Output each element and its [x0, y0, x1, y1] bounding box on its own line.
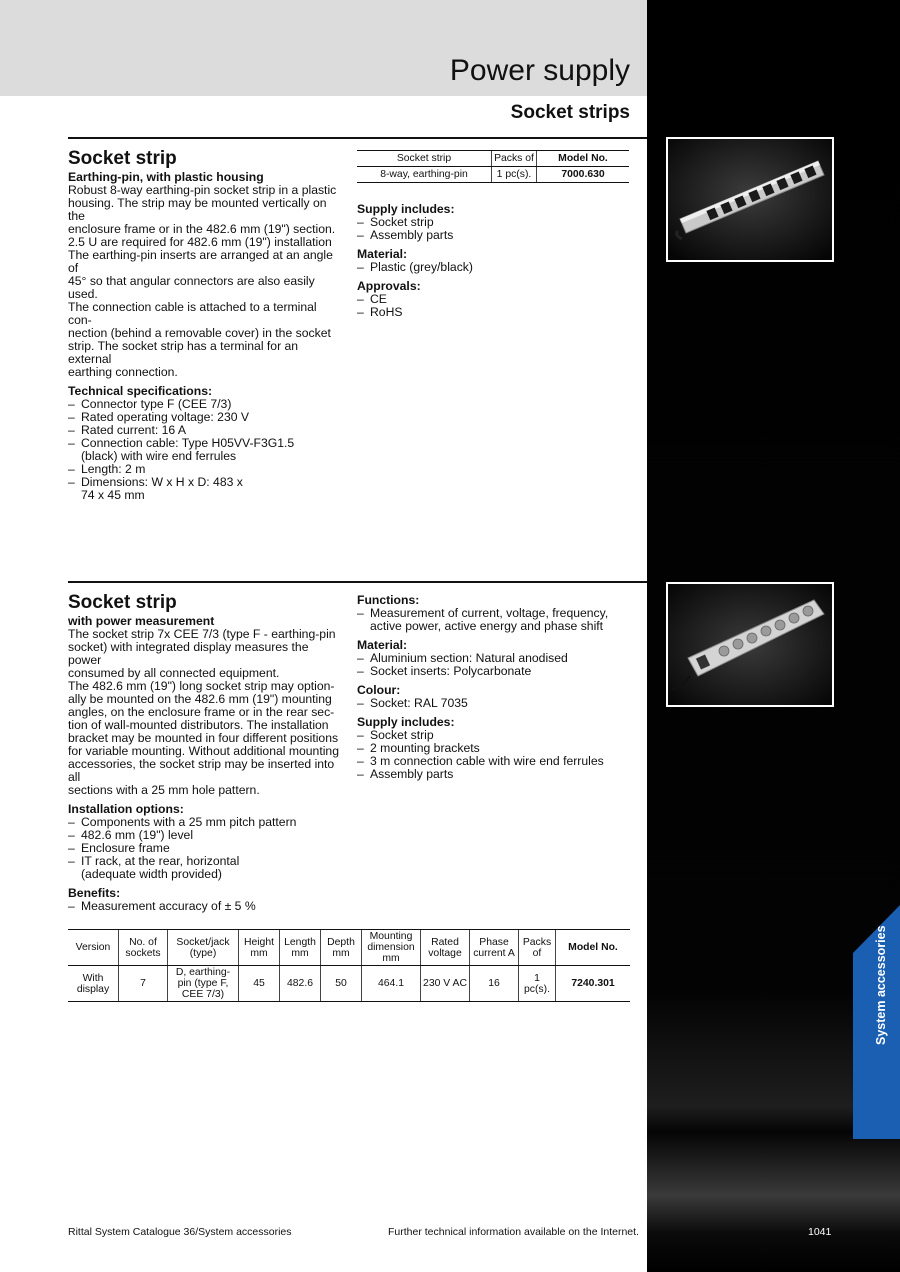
table-cell: D, earthing-pin (type F, CEE 7/3) [168, 966, 239, 1002]
body-line: angles, on the enclosure frame or in the rear sec- [68, 705, 335, 719]
side-tab-label[interactable]: System accessories [874, 925, 888, 1045]
body-line: The connection cable is attached to a terminal con- [68, 300, 317, 327]
table-header: Packs of [492, 151, 537, 167]
list-item: – Rated current: 16 A [68, 424, 340, 437]
body-line: enclosure frame or in the 482.6 mm (19") section. [68, 222, 336, 236]
table-cell: 1 pc(s). [519, 966, 556, 1002]
list-item: – 3 m connection cable with wire end ferrules [357, 755, 632, 768]
table-cell: With display [68, 966, 119, 1002]
table-header: Rated voltage [421, 930, 470, 966]
material-heading: Material: [357, 638, 408, 652]
power-strip-image [668, 584, 832, 705]
section-divider [68, 137, 647, 139]
list-item: – Assembly parts [357, 229, 632, 242]
table-header: No. of sockets [119, 930, 168, 966]
body-line: ally be mounted on the 482.6 mm (19") mounting [68, 692, 332, 706]
section1-product-table [357, 150, 629, 183]
table-cell: 16 [470, 966, 519, 1002]
section2-product-table [68, 929, 630, 1002]
table-header: Version [68, 930, 119, 966]
page-number: 1041 [808, 1226, 832, 1238]
body-line: The earthing-pin inserts are arranged at an angle of [68, 248, 333, 275]
section1-body [68, 184, 340, 379]
material-heading: Material: [357, 247, 408, 261]
footer-info: Further technical information available on the Internet. [388, 1226, 639, 1238]
supply-heading: Supply includes: [357, 715, 455, 729]
table-cell: 230 V AC [421, 966, 470, 1002]
section1-right-column [357, 150, 632, 319]
list-item: – Rated operating voltage: 230 V [68, 411, 340, 424]
list-item: – Connection cable: Type H05VV-F3G1.5 (black) with wire end ferrules [68, 437, 326, 463]
functions-list [357, 607, 632, 633]
product-photo-socket-strip [666, 137, 834, 262]
material-list [357, 652, 632, 678]
body-line: The 482.6 mm (19") long socket strip may option- [68, 679, 335, 693]
body-line: consumed by all connected equipment. [68, 666, 280, 680]
table-header: Depth mm [321, 930, 362, 966]
list-item: – Aluminium section: Natural anodised [357, 652, 632, 665]
body-line: tion of wall-mounted distributors. The installation [68, 718, 329, 732]
benefits-heading: Benefits: [68, 886, 121, 900]
colour-list [357, 697, 632, 710]
table-header: Model No. [537, 151, 630, 167]
tech-spec-list [68, 398, 340, 502]
body-line: bracket may be mounted in four different positions [68, 731, 339, 745]
list-item: – Socket strip [357, 729, 632, 742]
functions-heading: Functions: [357, 593, 420, 607]
table-header: Socket/jack (type) [168, 930, 239, 966]
section2-body [68, 628, 340, 797]
section1-subtitle: Earthing-pin, with plastic housing [68, 170, 264, 184]
socket-strip-image [668, 139, 832, 260]
section2-subtitle: with power measurement [68, 614, 215, 628]
body-line: sections with a 25 mm hole pattern. [68, 783, 260, 797]
list-item: – Plastic (grey/black) [357, 261, 632, 274]
list-item: – Socket: RAL 7035 [357, 697, 632, 710]
installation-list [68, 816, 340, 881]
model-number: 7000.630 [537, 167, 630, 183]
section-divider [68, 581, 647, 583]
table-header: Mounting dimension mm [362, 930, 421, 966]
list-item: – Assembly parts [357, 768, 632, 781]
material-list [357, 261, 632, 274]
list-item: – 482.6 mm (19") level [68, 829, 340, 842]
tech-spec-heading: Technical specifications: [68, 384, 213, 398]
list-item: – Socket inserts: Polycarbonate [357, 665, 632, 678]
body-line: 45° so that angular connectors are also easily used. [68, 274, 315, 301]
table-cell: 50 [321, 966, 362, 1002]
list-item: – Dimensions: W x H x D: 483 x 74 x 45 mm [68, 476, 256, 502]
model-number: 7240.301 [556, 966, 631, 1002]
table-header: Phase current A [470, 930, 519, 966]
colour-heading: Colour: [357, 683, 401, 697]
list-item: – 2 mounting brackets [357, 742, 632, 755]
supply-list [357, 216, 632, 242]
section2-right-column [357, 594, 632, 781]
body-line: earthing connection. [68, 365, 178, 379]
list-item: – Measurement accuracy of ± 5 % [68, 900, 340, 913]
list-item: – Connector type F (CEE 7/3) [68, 398, 340, 411]
section1-title: Socket strip [68, 148, 177, 169]
body-line: nection (behind a removable cover) in the socket [68, 326, 331, 340]
benefits-list [68, 900, 340, 913]
list-item: – Length: 2 m [68, 463, 340, 476]
list-item: – RoHS [357, 306, 632, 319]
approvals-heading: Approvals: [357, 279, 421, 293]
section2-title: Socket strip [68, 592, 177, 613]
table-header: Height mm [239, 930, 280, 966]
supply-heading: Supply includes: [357, 202, 455, 216]
table-cell: 45 [239, 966, 280, 1002]
body-line: socket) with integrated display measures the power [68, 640, 309, 667]
table-header: Socket strip [357, 151, 492, 167]
list-item: – IT rack, at the rear, horizontal (adequate width provided) [68, 855, 256, 881]
table-header: Model No. [556, 930, 631, 966]
section2-left-column [68, 592, 340, 913]
approvals-list [357, 293, 632, 319]
section1-left-column [68, 148, 340, 502]
table-cell: 8-way, earthing-pin [357, 167, 492, 183]
table-header: Packs of [519, 930, 556, 966]
list-item: – Components with a 25 mm pitch pattern [68, 816, 340, 829]
table-cell: 1 pc(s). [492, 167, 537, 183]
list-item: – CE [357, 293, 632, 306]
table-cell: 464.1 [362, 966, 421, 1002]
page-title: Power supply [449, 54, 630, 87]
body-line: 2.5 U are required for 482.6 mm (19") installation [68, 235, 332, 249]
body-line: Robust 8-way earthing-pin socket strip in a plastic [68, 183, 337, 197]
table-cell: 7 [119, 966, 168, 1002]
table-header: Length mm [280, 930, 321, 966]
supply-list [357, 729, 632, 781]
body-line: for variable mounting. Without additional mounting [68, 744, 339, 758]
installation-heading: Installation options: [68, 802, 184, 816]
body-line: accessories, the socket strip may be inserted into all [68, 757, 335, 784]
body-line: strip. The socket strip has a terminal for an external [68, 339, 299, 366]
table-cell: 482.6 [280, 966, 321, 1002]
product-photo-power-measurement-strip [666, 582, 834, 707]
list-item: – Socket strip [357, 216, 632, 229]
page-subtitle: Socket strips [510, 102, 630, 123]
footer-catalogue: Rittal System Catalogue 36/System accessories [68, 1226, 292, 1238]
body-line: housing. The strip may be mounted vertically on the [68, 196, 327, 223]
body-line: The socket strip 7x CEE 7/3 (type F - earthing-pin [68, 627, 336, 641]
list-item: – Enclosure frame [68, 842, 340, 855]
list-item: – Measurement of current, voltage, frequency, active power, active energy and phase shift [357, 607, 620, 633]
